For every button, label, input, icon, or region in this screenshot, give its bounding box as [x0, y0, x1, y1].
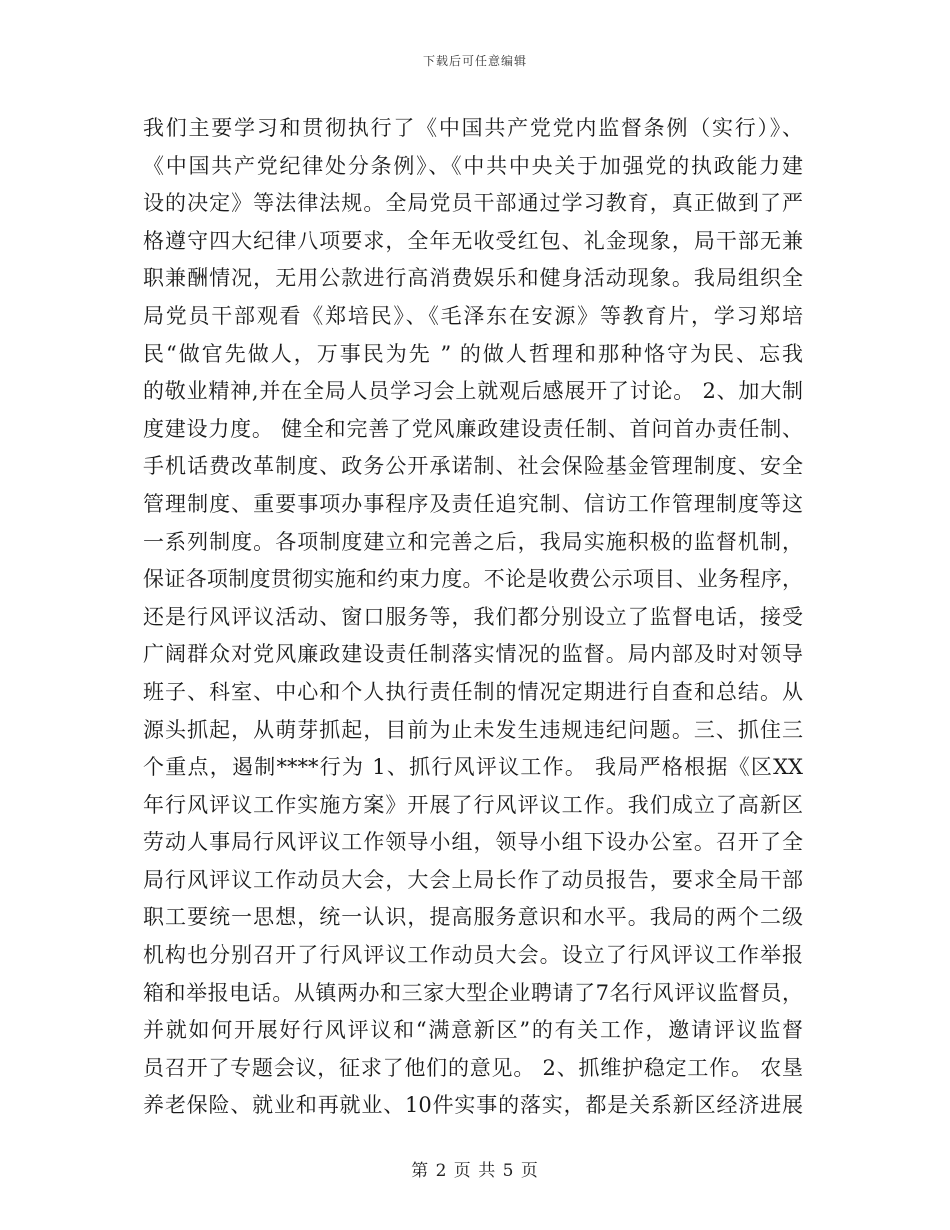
body-line: 管理制度、重要事项办事程序及责任追究制、信访工作管理制度等这	[143, 491, 803, 516]
body-line: 箱和举报电话。从镇两办和三家大型企业聘请了7名行风评议监督员，	[143, 980, 803, 1005]
body-line: 的敬业精神,并在全局人员学习会上就观后感展开了讨论。 2、加大制	[143, 379, 803, 404]
body-line: 一系列制度。各项制度建立和完善之后，我局实施积极的监督机制，	[143, 529, 803, 554]
body-line: 源头抓起，从萌芽抓起，目前为止未发生违规违纪问题。三、抓住三	[143, 717, 803, 742]
body-line: 职工要统一思想，统一认识，提高服务意识和水平。我局的两个二级	[143, 905, 803, 930]
page-number-footer: 第 2 页 共 5 页	[411, 1161, 539, 1181]
body-line: 保证各项制度贯彻实施和约束力度。不论是收费公示项目、业务程序，	[143, 567, 803, 592]
body-line: 并就如何开展好行风评议和“满意新区”的有关工作，邀请评议监督	[143, 1018, 803, 1043]
body-line: 《中国共产党纪律处分条例》、《中共中央关于加强党的执政能力建	[143, 153, 803, 178]
body-line: 员召开了专题会议，征求了他们的意见。 2、抓维护稳定工作。 农垦	[143, 1055, 803, 1080]
body-line: 班子、科室、中心和个人执行责任制的情况定期进行自查和总结。从	[143, 679, 803, 704]
body-line: 养老保险、就业和再就业、10件实事的落实，都是关系新区经济进展	[143, 1093, 803, 1118]
body-line: 我们主要学习和贯彻执行了《中国共产党党内监督条例（实行）》、	[143, 116, 803, 140]
body-line: 格遵守四大纪律八项要求，全年无收受红包、礼金现象，局干部无兼	[143, 228, 803, 253]
page-header: 下载后可任意编辑	[422, 54, 527, 68]
body-line: 机构也分别召开了行风评议工作动员大会。设立了行风评议工作举报	[143, 943, 803, 968]
body-line: 设的决定》等法律法规。全局党员干部通过学习教育，真正做到了严	[143, 191, 803, 216]
body-line: 个重点，遏制****行为 1、抓行风评议工作。 我局严格根据《区XX	[143, 755, 803, 780]
body-line: 局党员干部观看《郑培民》、《毛泽东在安源》等教育片，学习郑培	[143, 303, 803, 328]
body-line: 度建设力度。 健全和完善了党风廉政建设责任制、首问首办责任制、	[143, 416, 803, 441]
body-line: 还是行风评议活动、窗口服务等，我们都分别设立了监督电话，接受	[143, 604, 803, 629]
body-line: 劳动人事局行风评议工作领导小组，领导小组下设办公室。召开了全	[143, 830, 803, 855]
body-line: 年行风评议工作实施方案》开展了行风评议工作。我们成立了高新区	[143, 792, 803, 817]
body-line: 广阔群众对党风廉政建设责任制落实情况的监督。局内部及时对领导	[143, 642, 803, 667]
body-line: 局行风评议工作动员大会，大会上局长作了动员报告，要求全局干部	[143, 867, 803, 892]
body-line: 手机话费改革制度、政务公开承诺制、社会保险基金管理制度、安全	[143, 454, 803, 479]
body-line: 职兼酬情况，无用公款进行高消费娱乐和健身活动现象。我局组织全	[143, 266, 803, 291]
document-body	[143, 110, 803, 1125]
body-line: 民“做官先做人，万事民为先 ” 的做人哲理和那种恪守为民、忘我	[143, 341, 803, 366]
